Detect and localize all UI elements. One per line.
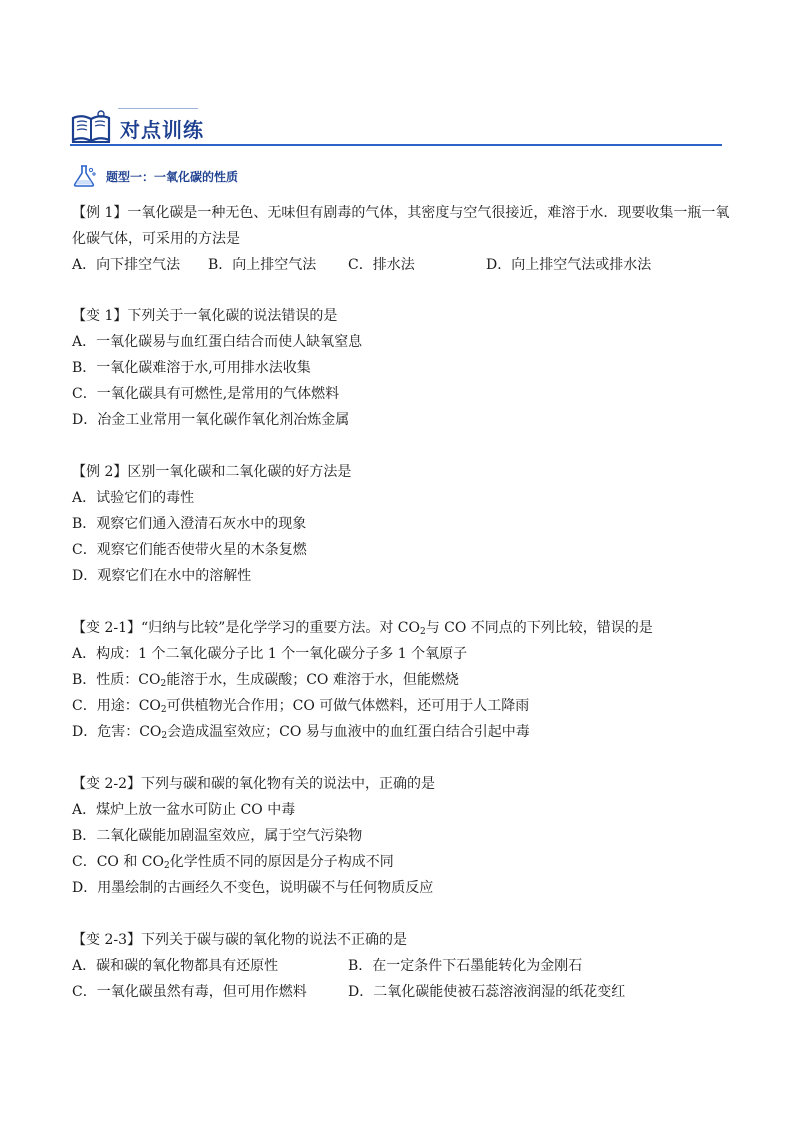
option-b: B．观察它们通入澄清石灰水中的现象 — [72, 516, 307, 532]
option-text: C．CO 和 CO — [72, 854, 164, 870]
question-stem — [72, 615, 732, 641]
option-b: B．二氧化碳能加剧温室效应，属于空气污染物 — [72, 828, 363, 844]
question-ex1 — [72, 200, 732, 278]
question-stem — [72, 200, 732, 226]
question-tag: 【例 1】 — [72, 205, 128, 221]
option-b — [72, 667, 732, 693]
stem-text-cont: 与 CO 不同点的下列比较，错误的是 — [425, 620, 653, 636]
option-d: D．冶金工业常用一氧化碳作氧化剂冶炼金属 — [72, 412, 350, 428]
question-tag: 【变 2-3】 — [72, 932, 141, 948]
question-tag: 【变 2-1】 — [72, 620, 141, 636]
option-a: A．试验它们的毒性 — [72, 490, 195, 506]
stem-text: 下列关于碳与碳的氧化物的说法不正确的是 — [141, 932, 407, 948]
question-stem — [72, 927, 732, 953]
stem-text: 下列关于一氧化碳的说法错误的是 — [127, 308, 338, 324]
option-c: C．一氧化碳具有可燃性,是常用的气体燃料 — [72, 386, 340, 402]
subscript: 2 — [161, 731, 168, 741]
question-stem — [72, 771, 732, 797]
option-text-cont: 化学性质不同的原因是分子构成不同 — [169, 854, 394, 870]
options-row — [72, 979, 732, 1005]
option-b: B．一氧化碳难溶于水,可用排水法收集 — [72, 360, 311, 376]
stem-text: “归纳与比较”是化学学习的重要方法。对 CO — [141, 620, 420, 636]
option-a: A．碳和碳的氧化物都具有还原性 — [72, 958, 279, 974]
question-var2-2 — [72, 771, 732, 901]
page-title: 对点训练 — [120, 118, 204, 142]
option-d: D．用墨绘制的古画经久不变色，说明碳不与任何物质反应 — [72, 880, 434, 896]
subscript: 2 — [419, 627, 426, 637]
stem-text: 下列与碳和碳的氧化物有关的说法中，正确的是 — [141, 776, 435, 792]
type-label: 题型一：一氧化碳的性质 — [106, 170, 239, 184]
option-a: A．一氧化碳易与血红蛋白结合而使人缺氧窒息 — [72, 334, 363, 350]
option-c: C．排水法 — [348, 257, 415, 273]
option-text: D．危害：CO — [72, 724, 162, 740]
question-tag: 【变 2-2】 — [72, 776, 141, 792]
section-header — [70, 108, 722, 148]
question-stem — [72, 459, 732, 485]
stem-text-line2: 化碳气体，可采用的方法是 — [72, 231, 240, 247]
open-book-icon — [70, 108, 112, 146]
option-c: C．观察它们能否使带火星的木条复燃 — [72, 542, 307, 558]
header-underline — [70, 144, 722, 146]
subscript: 2 — [160, 705, 167, 715]
option-a: A．向下排空气法 — [72, 257, 181, 273]
question-var2-3 — [72, 927, 732, 1005]
option-text-cont: 可供植物光合作用；CO 可做气体燃料，还可用于人工降雨 — [166, 698, 530, 714]
option-c: C．一氧化碳虽然有毒，但可用作燃料 — [72, 984, 307, 1000]
stem-text: 区别一氧化碳和二氧化碳的好方法是 — [127, 464, 352, 480]
options-row — [72, 953, 732, 979]
header-top-rule — [118, 108, 198, 109]
question-var2-1 — [72, 615, 732, 745]
question-stem — [72, 303, 732, 329]
subscript: 2 — [160, 679, 167, 689]
subscript: 2 — [164, 861, 170, 871]
option-c — [72, 693, 732, 719]
option-c — [72, 849, 732, 875]
question-tag: 【例 2】 — [72, 464, 128, 480]
option-d: D．二氧化碳能使被石蕊溶液润湿的纸花变红 — [348, 984, 626, 1000]
option-text-cont: 能溶于水，生成碳酸；CO 难溶于水，但能燃烧 — [166, 672, 459, 688]
option-b: B．向上排空气法 — [208, 257, 317, 273]
question-tag: 【变 1】 — [72, 308, 128, 324]
option-d: D．观察它们在水中的溶解性 — [72, 568, 252, 584]
stem-text: 一氧化碳是一种无色、无味但有剧毒的气体，其密度与空气很接近，难溶于水．现要收集一瓶一氧 — [127, 205, 730, 221]
option-text: B．性质：CO — [72, 672, 161, 688]
option-b: B．在一定条件下石墨能转化为金刚石 — [348, 958, 583, 974]
options-row — [72, 252, 732, 278]
option-d: D．向上排空气法或排水法 — [486, 257, 652, 273]
option-a: A．构成：1 个二氧化碳分子比 1 个一氧化碳分子多 1 个氧原子 — [72, 646, 468, 662]
option-text: C．用途：CO — [72, 698, 161, 714]
option-d — [72, 719, 732, 745]
option-a: A．煤炉上放一盆水可防止 CO 中毒 — [72, 802, 296, 818]
option-text-cont: 会造成温室效应；CO 易与血液中的血红蛋白结合引起中毒 — [167, 724, 530, 740]
question-ex2 — [72, 459, 732, 589]
question-var1 — [72, 303, 732, 433]
flask-icon — [72, 164, 98, 188]
